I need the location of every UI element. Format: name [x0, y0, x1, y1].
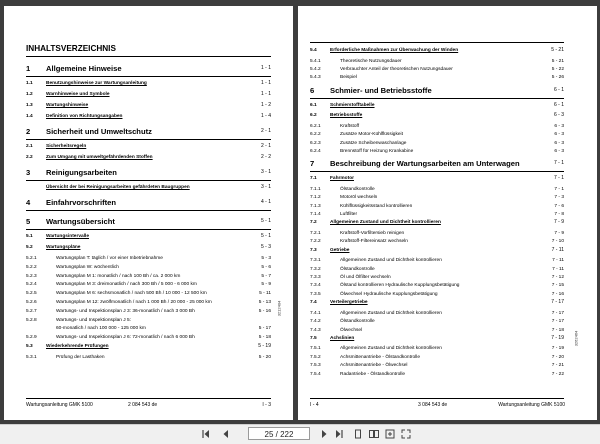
toc-number: 5.2.3 — [26, 273, 37, 279]
toc-page-ref: 6 - 3 — [553, 112, 564, 119]
toc-entry[interactable] — [310, 147, 564, 156]
footer-doc-number: 2 084 543 de — [128, 402, 158, 408]
toc-number: 7.3 — [310, 247, 317, 253]
toc-number: 5.4.3 — [310, 75, 321, 81]
toc-number: 7.3.1 — [310, 258, 321, 264]
toc-page-ref: 5 - 21 — [551, 58, 564, 64]
toc-title: Ölstandkontrolle — [340, 266, 375, 272]
section-rule — [26, 76, 271, 77]
toc-subsection[interactable] — [26, 183, 271, 192]
toc-entry[interactable] — [26, 353, 271, 362]
toc-title: Allgemeinen Zustand und Dichtheit kontrollieren — [340, 310, 442, 316]
toc-subsection[interactable] — [310, 101, 564, 110]
toc-title: Brennstoff für Heizung Krankabine — [340, 148, 414, 154]
section-rule — [310, 171, 564, 172]
toc-page-ref: 6 - 1 — [553, 86, 564, 93]
toc-subsection[interactable] — [26, 90, 271, 99]
toc-page-ref: 7 - 9 — [554, 230, 564, 236]
toc-title: Wartungsintervalle — [46, 234, 90, 239]
toc-number: 7.4.1 — [310, 310, 321, 316]
next-page-icon[interactable] — [318, 428, 330, 440]
toc-page-ref: 5 - 11 — [259, 291, 271, 297]
footer-page-number: I - 4 — [310, 402, 319, 408]
toc-title: Getriebe — [330, 247, 350, 253]
toc-number: 7.5.2 — [310, 354, 321, 360]
toc-title: Wartungsplan M 12: zwölfmonatlich / nach 1 000 Bh / 20 000 - 25 000 km — [56, 300, 212, 305]
toc-number: 7 — [310, 159, 315, 169]
toc-page-ref: 5 - 6 — [261, 264, 271, 270]
toc-title: Ölstand kontrollieren Hydraulische Kupplungsbetätigung — [340, 283, 460, 289]
toc-title: Zusätze Scheibenwaschanlage — [340, 140, 407, 146]
toc-number: 5.4 — [310, 48, 317, 53]
toc-title: Wartungsplan W: wöchentlich — [56, 264, 119, 270]
toc-page-ref: 7 - 17 — [551, 310, 564, 316]
toc-entry[interactable] — [310, 370, 564, 379]
toc-number: 1.3 — [26, 103, 33, 108]
footer-manual-name: Wartungsanleitung GMK 5100 — [498, 402, 565, 408]
toc-title: Theoretische Nutzungsdauer — [340, 58, 402, 64]
toc-number: 1 — [26, 64, 31, 73]
toc-entry[interactable] — [26, 333, 271, 342]
toc-number: 7.3.3 — [310, 275, 321, 280]
section-rule — [26, 210, 271, 211]
toc-number: 5.2.9 — [26, 335, 37, 341]
toc-number: 3 — [26, 168, 31, 177]
title-rule — [26, 56, 271, 57]
toc-number: 5.3 — [26, 344, 33, 349]
toc-subsection[interactable] — [26, 232, 271, 241]
toc-page-ref: 7 - 16 — [551, 291, 564, 297]
toc-number: 6.2 — [310, 113, 317, 119]
last-page-icon[interactable] — [333, 428, 345, 440]
section-rule — [26, 139, 271, 140]
toc-page-ref: 7 - 17 — [551, 319, 564, 325]
toc-page-ref: 5 - 19 — [258, 343, 271, 349]
toc-title: Achsmittenantriebe - Ölstandkontrolle — [340, 354, 420, 360]
toc-number: 7.2 — [310, 220, 317, 226]
toc-page-ref: 7 - 12 — [551, 275, 564, 280]
toc-page-ref: 2 - 1 — [260, 143, 271, 149]
toc-number: 7.4 — [310, 300, 317, 306]
toc-number: 7.1.4 — [310, 212, 321, 217]
toc-subsection[interactable] — [310, 298, 564, 307]
toc-page-ref: 7 - 20 — [551, 354, 564, 360]
toc-title: Fahrmotor — [330, 176, 354, 182]
fullscreen-icon[interactable] — [400, 428, 412, 440]
toc-page-ref: 7 - 15 — [551, 283, 564, 289]
toc-page-ref: 7 - 1 — [554, 186, 564, 192]
toc-title: Verteilergetriebe — [330, 300, 368, 306]
toc-title: Wartungsplan M 3: dreimonatlich / nach 300 Bh / 5 000 - 6 000 km — [56, 282, 197, 288]
toc-subsection[interactable] — [26, 101, 271, 110]
toc-number: 7.2.2 — [310, 239, 321, 245]
toc-title: Kraftstoff-Vorfiltersieb reinigen — [340, 230, 405, 236]
toc-title: Zusätze Motor-Kühlflüssigkeit — [340, 132, 403, 138]
toc-title: Einfahrvorschriften — [46, 198, 117, 207]
toc-title: INHALTSVERZEICHNIS — [26, 44, 116, 53]
toc-page-ref: 5 - 3 — [260, 244, 271, 250]
toc-page-ref: 2 - 1 — [260, 128, 271, 134]
toc-page-ref: 5 - 21 — [551, 47, 564, 53]
toc-page-ref: 5 - 3 — [261, 256, 271, 261]
toc-section[interactable] — [26, 127, 271, 136]
toc-page-ref: 5 - 9 — [261, 282, 271, 288]
toc-title: Reinigungsarbeiten — [46, 168, 117, 177]
toc-entry[interactable] — [26, 289, 271, 298]
toc-subsection[interactable] — [310, 218, 564, 227]
toc-title: Wartungsplan M 1: monatlich / nach 100 Bh / ca. 2 000 km — [56, 273, 181, 279]
first-page-icon[interactable] — [200, 428, 212, 440]
toc-number: 5.2.1 — [26, 256, 37, 261]
toc-entry[interactable] — [26, 272, 271, 281]
toc-page-ref: 1 - 1 — [260, 80, 271, 86]
toc-page-ref: 3 - 1 — [260, 169, 271, 175]
navigation-toolbar — [0, 424, 600, 444]
toc-title: Definition von Richtungsangaben — [46, 114, 123, 119]
toc-title: Achsmittenantriebe - Ölwechsel — [340, 363, 408, 369]
toc-title: Ölwechsel Hydraulische Kupplungsbetätigung — [340, 291, 438, 297]
toc-number: 2.2 — [26, 155, 33, 160]
toc-number: 7.1 — [310, 176, 317, 182]
toc-section[interactable] — [26, 168, 271, 177]
toc-page-ref: 5 - 20 — [258, 355, 271, 360]
toc-title: Kraftstoff — [340, 123, 360, 129]
toc-page-ref: 7 - 8 — [554, 212, 564, 217]
toc-title: Allgemeinen Zustand und Dichtheit kontrollieren — [330, 220, 441, 226]
side-mark: 3212404 — [276, 300, 282, 317]
footer-page-number: I - 3 — [262, 402, 271, 408]
toc-subsection[interactable] — [310, 111, 564, 120]
toc-page-ref: 5 - 13 — [258, 300, 271, 305]
footer-doc-number: 3 084 543 de — [418, 402, 448, 408]
toc-title: Schmier- und Betriebsstoffe — [330, 85, 432, 95]
toc-number: 6.2.4 — [310, 148, 321, 154]
toc-subsection[interactable] — [26, 342, 271, 351]
toc-subsection[interactable] — [310, 246, 564, 255]
toc-title: Betriebsstoffe — [330, 113, 363, 119]
toc-title: Wartungsplan M 6: sechsmonatlich / nach 500 Bh / 10 000 - 12 500 km — [56, 291, 207, 297]
toc-number: 7.2.1 — [310, 230, 321, 236]
toc-page-ref: 5 - 26 — [551, 75, 564, 81]
toc-page-ref: 6 - 3 — [554, 123, 564, 129]
double-page-view-icon[interactable] — [368, 428, 380, 440]
toc-title: Übersicht der bei Reinigungsarbeiten gefährdeten Baugruppen — [46, 185, 190, 190]
toc-section[interactable] — [26, 217, 271, 226]
toc-number: 7.1.1 — [310, 186, 321, 192]
toc-page-ref: 6 - 3 — [554, 132, 564, 138]
toc-page-ref: 5 - 17 — [258, 326, 271, 332]
toc-page-ref: 3 - 1 — [260, 184, 271, 190]
toc-title: Beispiel — [340, 75, 357, 81]
toc-section[interactable] — [310, 86, 564, 95]
section-rule — [26, 180, 271, 181]
toc-page-ref: 7 - 11 — [551, 246, 564, 253]
toc-section[interactable] — [26, 64, 271, 73]
toc-title: Ölwechsel — [340, 327, 363, 333]
toc-title: Motoröl wechseln — [340, 195, 378, 201]
section-rule — [310, 98, 564, 99]
section-rule — [26, 229, 271, 230]
toc-number: 1.1 — [26, 81, 33, 86]
toc-subsection[interactable] — [310, 174, 564, 183]
footer-manual-name: Wartungsanleitung GMK 5100 — [26, 402, 93, 408]
toc-subsection[interactable] — [26, 112, 271, 121]
toc-title: Beschreibung der Wartungsarbeiten am Unterwagen — [330, 159, 520, 169]
toc-number: 5.1 — [26, 234, 33, 239]
single-page-view-icon[interactable] — [352, 428, 364, 440]
toc-page-ref: 7 - 19 — [551, 346, 564, 352]
toc-subsection[interactable] — [310, 46, 564, 55]
toc-page-ref: 6 - 3 — [554, 140, 564, 146]
footer-rule — [26, 398, 271, 399]
previous-page-icon[interactable] — [220, 428, 232, 440]
right-page — [298, 6, 597, 420]
toc-number: 6.2.1 — [310, 123, 321, 129]
toc-title: Sicherheit und Umweltschutz — [46, 127, 152, 136]
toc-page-ref: 7 - 1 — [553, 175, 564, 182]
toc-number: 7.5.4 — [310, 371, 321, 377]
toc-title: Öl und Ölfilter wechseln — [340, 275, 391, 280]
toc-title: Verbrauchter Anteil der theoretischen Nutzungsdauer — [340, 66, 453, 72]
toc-page-ref: 7 - 18 — [551, 327, 564, 333]
toc-title: Wartungshinweise — [46, 103, 89, 108]
toc-section[interactable] — [310, 159, 564, 168]
toc-title: Allgemeinen Zustand und Dichtheit kontrollieren — [340, 346, 442, 352]
toc-title: 60-monatlich / nach 100 000 - 125 000 km — [56, 326, 146, 332]
toc-number: 5 — [26, 217, 31, 226]
toc-number: 7.4.2 — [310, 319, 321, 325]
toc-page-ref: 1 - 4 — [260, 113, 271, 119]
toc-number: 2 — [26, 127, 31, 136]
toc-title: Wiederkehrende Prüfungen — [46, 344, 109, 349]
toc-title: Wartungspläne — [46, 245, 81, 250]
toc-title: Warnhinweise und Symbole — [46, 92, 110, 97]
toc-page-ref: 5 - 1 — [260, 233, 271, 239]
toc-number: 5.4.1 — [310, 58, 321, 64]
toc-page-ref: 6 - 3 — [554, 148, 564, 154]
toc-entry[interactable] — [26, 307, 271, 316]
toc-number: 5.2.8 — [26, 317, 37, 323]
toc-title: Prüfung der Lasthaken — [56, 355, 105, 360]
toc-number: 7.5.3 — [310, 363, 321, 369]
toc-title: Kraftstoff-Filtereinsatz wechseln — [340, 239, 408, 245]
toc-page-ref: 5 - 22 — [551, 66, 564, 72]
toc-page-ref: 7 - 1 — [553, 160, 564, 167]
toc-number: 7.3.2 — [310, 266, 321, 272]
toc-number: 6 — [310, 85, 315, 95]
toc-page-ref: 1 - 2 — [260, 102, 271, 108]
toc-page-ref: 7 - 10 — [551, 239, 564, 245]
toc-number: 5.2.4 — [26, 282, 37, 288]
toc-number: 5.4.2 — [310, 66, 321, 72]
toc-number: 7.3.4 — [310, 283, 321, 289]
toc-number: 6.2.2 — [310, 132, 321, 138]
toc-entry[interactable] — [26, 298, 271, 307]
toc-page-ref: 5 - 1 — [260, 218, 271, 224]
toc-page-ref: 4 - 1 — [260, 199, 271, 205]
toc-subsection[interactable] — [310, 334, 564, 343]
toc-subsection[interactable] — [26, 153, 271, 162]
toc-number: 5.2.6 — [26, 300, 37, 305]
toc-title: Ölstandkontrolle — [340, 186, 375, 192]
toc-page-ref: 2 - 2 — [260, 154, 271, 160]
toc-number: 6.2.3 — [310, 140, 321, 146]
toc-number: 2.1 — [26, 144, 33, 149]
toc-page-ref: 7 - 3 — [554, 195, 564, 201]
toc-entry[interactable] — [26, 280, 271, 289]
toc-section[interactable] — [26, 198, 271, 207]
toc-page-ref: 7 - 11 — [552, 258, 564, 264]
toc-title: Ölstandkontrolle — [340, 319, 375, 325]
toc-number: 7.3.5 — [310, 291, 321, 297]
toc-title: Kühlflüssigkeitsstand kontrollieren — [340, 203, 413, 209]
toc-entry[interactable] — [26, 263, 271, 272]
toc-entry[interactable] — [310, 73, 564, 82]
toc-page-ref: 7 - 17 — [551, 299, 564, 306]
toc-number: 5.3.1 — [26, 355, 37, 360]
toc-title: Radantriebe - Ölstandkontrolle — [340, 371, 406, 377]
toc-number: 5.2 — [26, 245, 33, 250]
toc-title: Wartungs- und Inspektionsplan J 3: 36-monatlich / nach 3 000 Bh — [56, 308, 195, 314]
toc-number: 1.4 — [26, 114, 33, 119]
toc-title: Wartungsübersicht — [46, 217, 115, 226]
toc-page-ref: 7 - 11 — [552, 266, 564, 272]
toc-title: Schmierstofftabelle — [330, 102, 375, 108]
toc-title: Achslinien — [330, 335, 355, 341]
toc-page-ref: 1 - 1 — [260, 65, 271, 71]
side-mark: 3262464 — [573, 330, 579, 347]
toc-subsection[interactable] — [26, 79, 271, 88]
toc-subsection[interactable] — [26, 243, 271, 252]
toc-entry[interactable] — [26, 254, 271, 263]
toc-number: 4 — [26, 198, 31, 207]
fit-page-icon[interactable] — [384, 428, 396, 440]
toc-page-ref: 7 - 22 — [551, 371, 564, 377]
toc-number: 7.5 — [310, 335, 317, 341]
toc-entry[interactable] — [26, 316, 271, 325]
left-page — [4, 6, 293, 420]
toc-entry[interactable] — [26, 324, 271, 333]
toc-page-ref: 7 - 6 — [554, 203, 564, 209]
toc-page-ref: 5 - 18 — [258, 335, 271, 341]
toc-title: Benutzungshinweise zur Wartungsanleitung — [46, 81, 147, 86]
toc-number: 7.5.1 — [310, 346, 321, 352]
toc-number: 1.2 — [26, 92, 33, 97]
toc-number: 5.2.2 — [26, 264, 37, 270]
toc-title: Allgemeine Hinweise — [46, 64, 122, 73]
toc-title: Wartungsplan T: täglich / vor einer Inbetriebnahme — [56, 256, 163, 261]
toc-title: Erforderliche Maßnahmen zur Überwachung der Winden — [330, 48, 459, 53]
toc-number: 7.4.3 — [310, 327, 321, 333]
toc-page-ref: 5 - 16 — [258, 308, 271, 314]
toc-number: 7.1.2 — [310, 195, 321, 201]
toc-title: Sicherheitsregeln — [46, 144, 87, 149]
header-rule — [310, 42, 564, 43]
toc-number: 6.1 — [310, 102, 317, 108]
toc-title: Wartungs- und Inspektionsplan J 5: — [56, 317, 132, 323]
toc-page-ref: 1 - 1 — [260, 91, 271, 97]
toc-page-ref: 7 - 9 — [553, 219, 564, 226]
toc-page-ref: 5 - 7 — [261, 273, 271, 279]
toc-title: Wartungs- und Inspektionsplan J 6: 72-monatlich / nach 6 000 Bh — [56, 335, 195, 341]
toc-subsection[interactable] — [26, 142, 271, 151]
toc-number: 7.1.3 — [310, 203, 321, 209]
page-number-input[interactable]: 25 / 222 — [248, 427, 310, 440]
toc-page-ref: 6 - 1 — [553, 101, 564, 108]
toc-number: 5.2.5 — [26, 291, 37, 297]
toc-page-ref: 7 - 19 — [551, 334, 564, 341]
toc-number: 5.2.7 — [26, 308, 37, 314]
toc-title: Luftfilter — [340, 212, 358, 217]
toc-title: Allgemeinen Zustand und Dichtheit kontrollieren — [340, 258, 442, 264]
toc-title: Zum Umgang mit umweltgefährdenden Stoffen — [46, 155, 153, 160]
toc-page-ref: 7 - 21 — [551, 363, 564, 369]
footer-rule — [310, 398, 564, 399]
